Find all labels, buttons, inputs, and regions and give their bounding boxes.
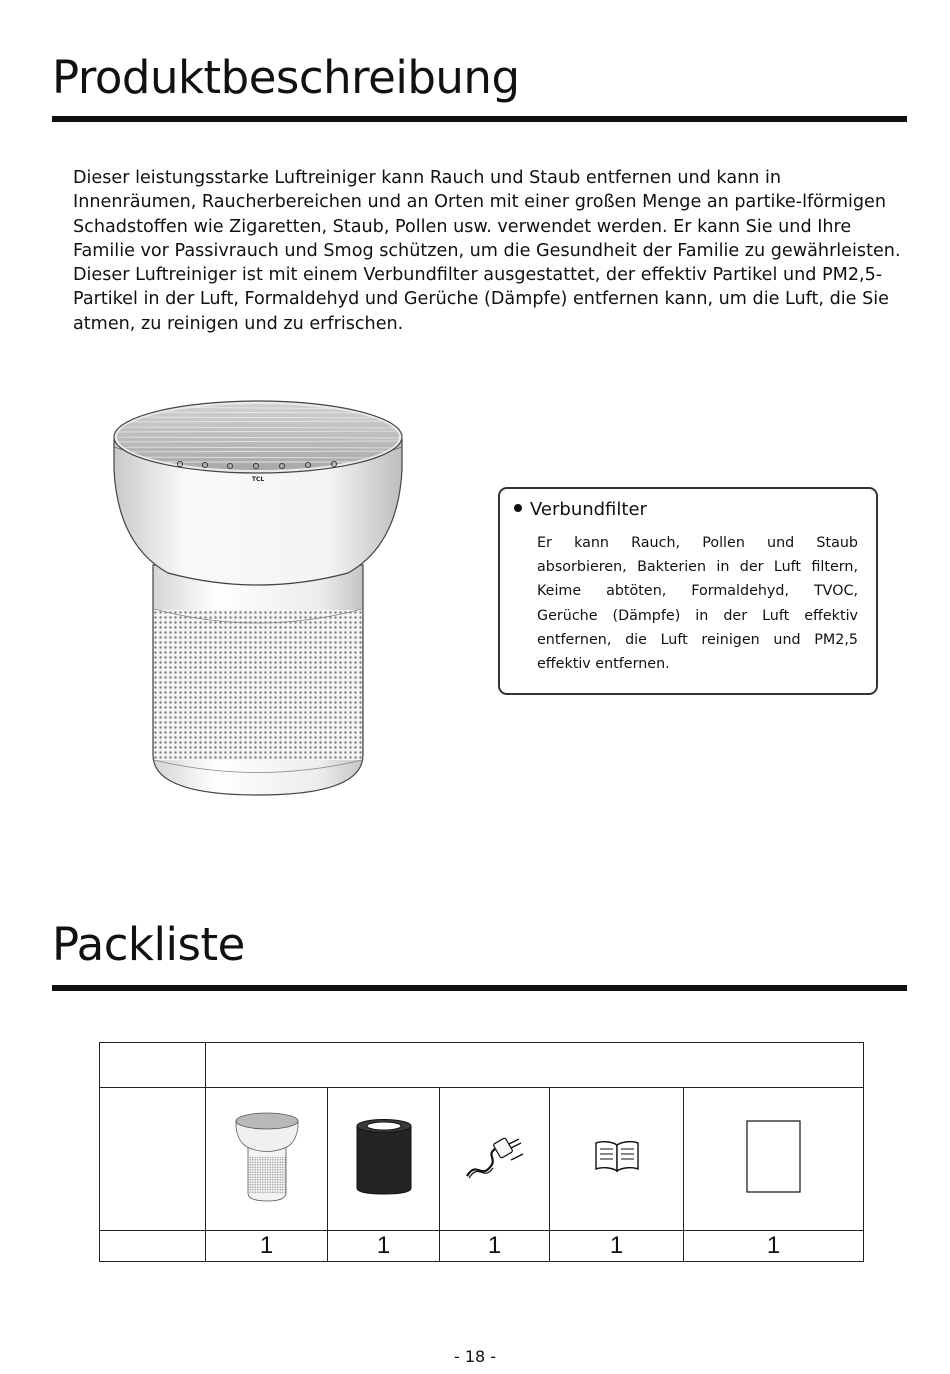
table-cell xyxy=(684,1088,864,1231)
quantity-cell: 1 xyxy=(206,1231,328,1262)
callout-text: Er kann Rauch, Pollen und Staub absorbieren, Bakterien in der Luft filtern, Keime abtöten, Formaldehyd, TVOC, Gerüche (Dämpfe) in der Luft effektiv entfernen, die Luft reinigen und PM2,5 effektiv entfernen. xyxy=(537,535,858,673)
packing-list-table xyxy=(99,1042,864,1262)
quantity-cell: 1 xyxy=(328,1231,440,1262)
table-cell xyxy=(100,1231,206,1262)
table-cell xyxy=(206,1043,864,1088)
manual-book-icon xyxy=(593,1139,641,1175)
table-row xyxy=(100,1043,864,1088)
section-heading-product-description: Produktbeschreibung xyxy=(52,51,520,104)
power-adapter-icon xyxy=(463,1132,527,1182)
callout-title: Verbundfilter xyxy=(530,499,647,520)
brand-logo: TCL xyxy=(251,476,265,483)
table-cell xyxy=(550,1088,684,1231)
quantity-cell: 1 xyxy=(440,1231,550,1262)
card-icon xyxy=(746,1120,802,1194)
table-cell xyxy=(100,1043,206,1088)
heading-rule xyxy=(52,116,907,122)
table-cell xyxy=(440,1088,550,1231)
bullet-icon xyxy=(514,504,522,512)
description-text xyxy=(73,166,903,336)
description-paragraph-1: Dieser leistungsstarke Luftreiniger kann Rauch und Staub entfernen und kann in Innenräumen, Raucherbereichen und an Orten mit einer großen Menge an partike-lförmigen Schadstoffen wie Zigaretten, Staub, Pollen usw. verwendet werden. Er kann Sie und Ihre Familie vor Passivrauch und Smog schützen, um die Gesundheit der Familie zu gewährleisten. xyxy=(73,168,901,261)
air-purifier-icon xyxy=(234,1111,300,1203)
quantity-cell: 1 xyxy=(550,1231,684,1262)
table-cell xyxy=(206,1088,328,1231)
table-row xyxy=(100,1088,864,1231)
air-purifier-illustration xyxy=(108,385,408,809)
page-number: - 18 - xyxy=(453,1347,497,1366)
section-heading-packing-list: Packliste xyxy=(52,918,245,971)
table-row xyxy=(100,1231,864,1262)
quantity-cell: 1 xyxy=(684,1231,864,1262)
table-cell xyxy=(100,1088,206,1231)
filter-cartridge-icon xyxy=(354,1118,414,1196)
table-cell xyxy=(328,1088,440,1231)
heading-rule xyxy=(52,985,907,991)
composite-filter-callout xyxy=(498,487,878,695)
description-paragraph-2: Dieser Luftreiniger ist mit einem Verbundfilter ausgestattet, der effektiv Partikel und PM2,5-Partikel in der Luft, Formaldehyd und Gerüche (Dämpfe) entfernen kann, um die Luft, die Sie atmen, zu reinigen und zu erfrischen. xyxy=(73,265,889,334)
